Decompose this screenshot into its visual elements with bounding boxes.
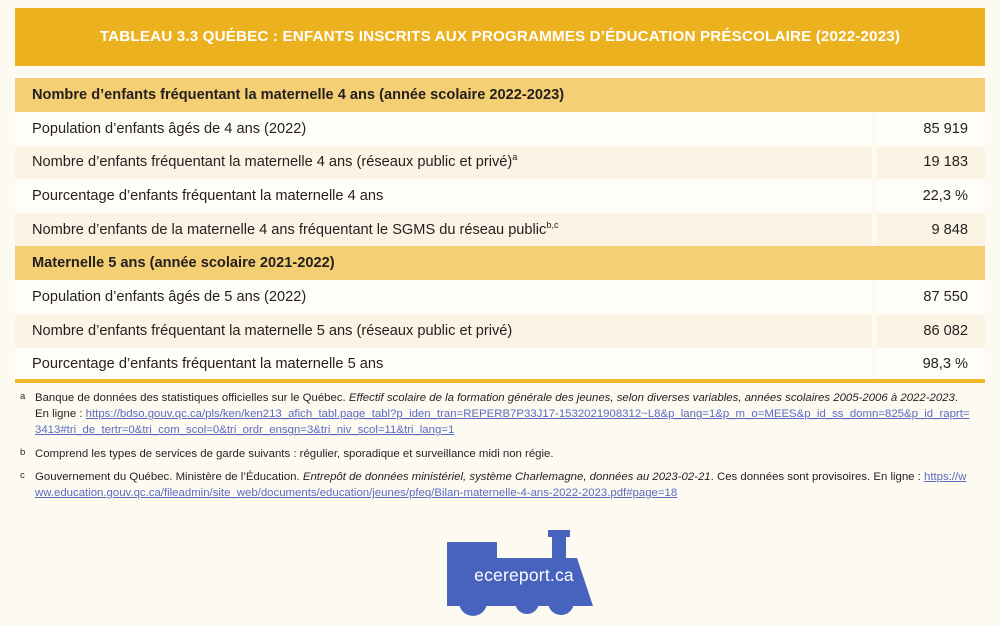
footnote-plain-text: Banque de données des statistiques officielles sur le Québec. — [35, 392, 349, 404]
footnotes-list — [15, 390, 973, 508]
footnote-plain-text: Gouvernement du Québec. Ministère de l’Éducation. — [35, 470, 303, 483]
row-value: 19 183 — [923, 154, 968, 171]
table-row — [15, 179, 985, 213]
footnote-link[interactable]: https://www.education.gouv.qc.ca/fileadmin/site_web/documents/education/jeunes/pfeq/Bilan-maternelle-4-ans-2022-2023.pdf#page=18 — [35, 470, 967, 499]
footnote-italic-text: Effectif scolaire de la formation générale des jeunes, selon diverses variables, années scolaires 2005-2006 à 2022-2023 — [348, 392, 955, 404]
row-value: 87 550 — [923, 289, 968, 306]
row-label-text: Nombre d’enfants de la maternelle 4 ans fréquentant le SGMS du réseau public — [32, 221, 547, 238]
table-section-header-row — [15, 246, 985, 280]
footnote-marker-label: c — [20, 469, 25, 481]
row-label-text: Pourcentage d’enfants fréquentant la maternelle 4 ans — [32, 187, 384, 204]
table-row — [15, 348, 985, 382]
row-value: 86 082 — [923, 322, 968, 339]
footnote-plain-text: . En ligne : — [35, 392, 959, 421]
logo-wordmark: ecereport.ca — [474, 564, 574, 585]
footnote-link[interactable]: https://bdso.gouv.qc.ca/pls/ken/ken213_afich_tabl.page_tabl?p_iden_tran=REPERB7P33J17-1532021908312~L8&p_lang=1&p_m_o=MEES&p_id_ss_domn=825&p_id_raprt=3413#tri_de_tertr=0&tri_com_scol=0&tri_ordr_ensgn=3&tri_niv_scol=11&tri_lang=1 — [35, 408, 970, 437]
table-row — [15, 280, 985, 314]
row-label-text: Population d’enfants âgés de 5 ans (2022) — [32, 289, 307, 306]
table-section-header-row — [15, 78, 985, 112]
row-value: 22,3 % — [922, 187, 968, 204]
footnote-marker: a — [512, 152, 518, 163]
row-label — [15, 289, 872, 305]
footnote-plain-text: Comprend les types de services de garde suivants : régulier, sporadique et surveillance midi non régie. — [35, 447, 554, 460]
row-value: 85 919 — [923, 120, 968, 137]
footnote — [15, 469, 973, 501]
footnote-text — [35, 446, 973, 462]
footnote — [15, 446, 973, 462]
footnote-text — [35, 469, 973, 501]
table-row — [15, 146, 985, 180]
row-label — [15, 154, 872, 170]
row-label — [15, 188, 872, 204]
row-label — [15, 219, 872, 238]
row-label-text: Population d’enfants âgés de 4 ans (2022) — [32, 120, 307, 137]
ecereport-logo[interactable] — [437, 528, 607, 620]
section-header-label: Maternelle 5 ans (année scolaire 2021-2022) — [32, 255, 335, 272]
table-row — [15, 314, 985, 348]
row-label — [15, 121, 872, 137]
table-row — [15, 112, 985, 146]
footnote-plain-text: . Ces données sont provisoires. En ligne : — [710, 470, 925, 483]
table-bottom-rule — [15, 379, 985, 383]
page-title: TABLEAU 3.3 QUÉBEC : ENFANTS INSCRITS AUX PROGRAMMES D’ÉDUCATION PRÉSCOLAIRE (2022-2023) — [99, 27, 901, 45]
footnote-marker-label: a — [20, 391, 26, 402]
row-label-text: Nombre d’enfants fréquentant la maternelle 5 ans (réseaux public et privé) — [32, 322, 513, 339]
table-title-banner — [15, 8, 985, 66]
row-label — [15, 356, 872, 372]
locomotive-icon — [437, 528, 607, 620]
row-label-text: Pourcentage d’enfants fréquentant la maternelle 5 ans — [32, 356, 384, 373]
data-table — [15, 78, 985, 381]
footnote-marker: b,c — [546, 219, 559, 230]
row-value: 9 848 — [931, 221, 968, 238]
footnote-marker-label: b — [20, 446, 26, 458]
table-row — [15, 213, 985, 247]
footnote — [15, 390, 973, 439]
row-value: 98,3 % — [922, 356, 968, 373]
row-label-text: Nombre d’enfants fréquentant la maternelle 4 ans (réseaux public et privé) — [32, 154, 513, 171]
section-header-label: Nombre d’enfants fréquentant la maternelle 4 ans (année scolaire 2022-2023) — [32, 87, 565, 103]
footnote-italic-text: Entrepôt de données ministériel, système Charlemagne, données au 2023-02-21 — [302, 470, 711, 483]
footnote-text — [35, 390, 973, 439]
row-label — [15, 323, 872, 339]
